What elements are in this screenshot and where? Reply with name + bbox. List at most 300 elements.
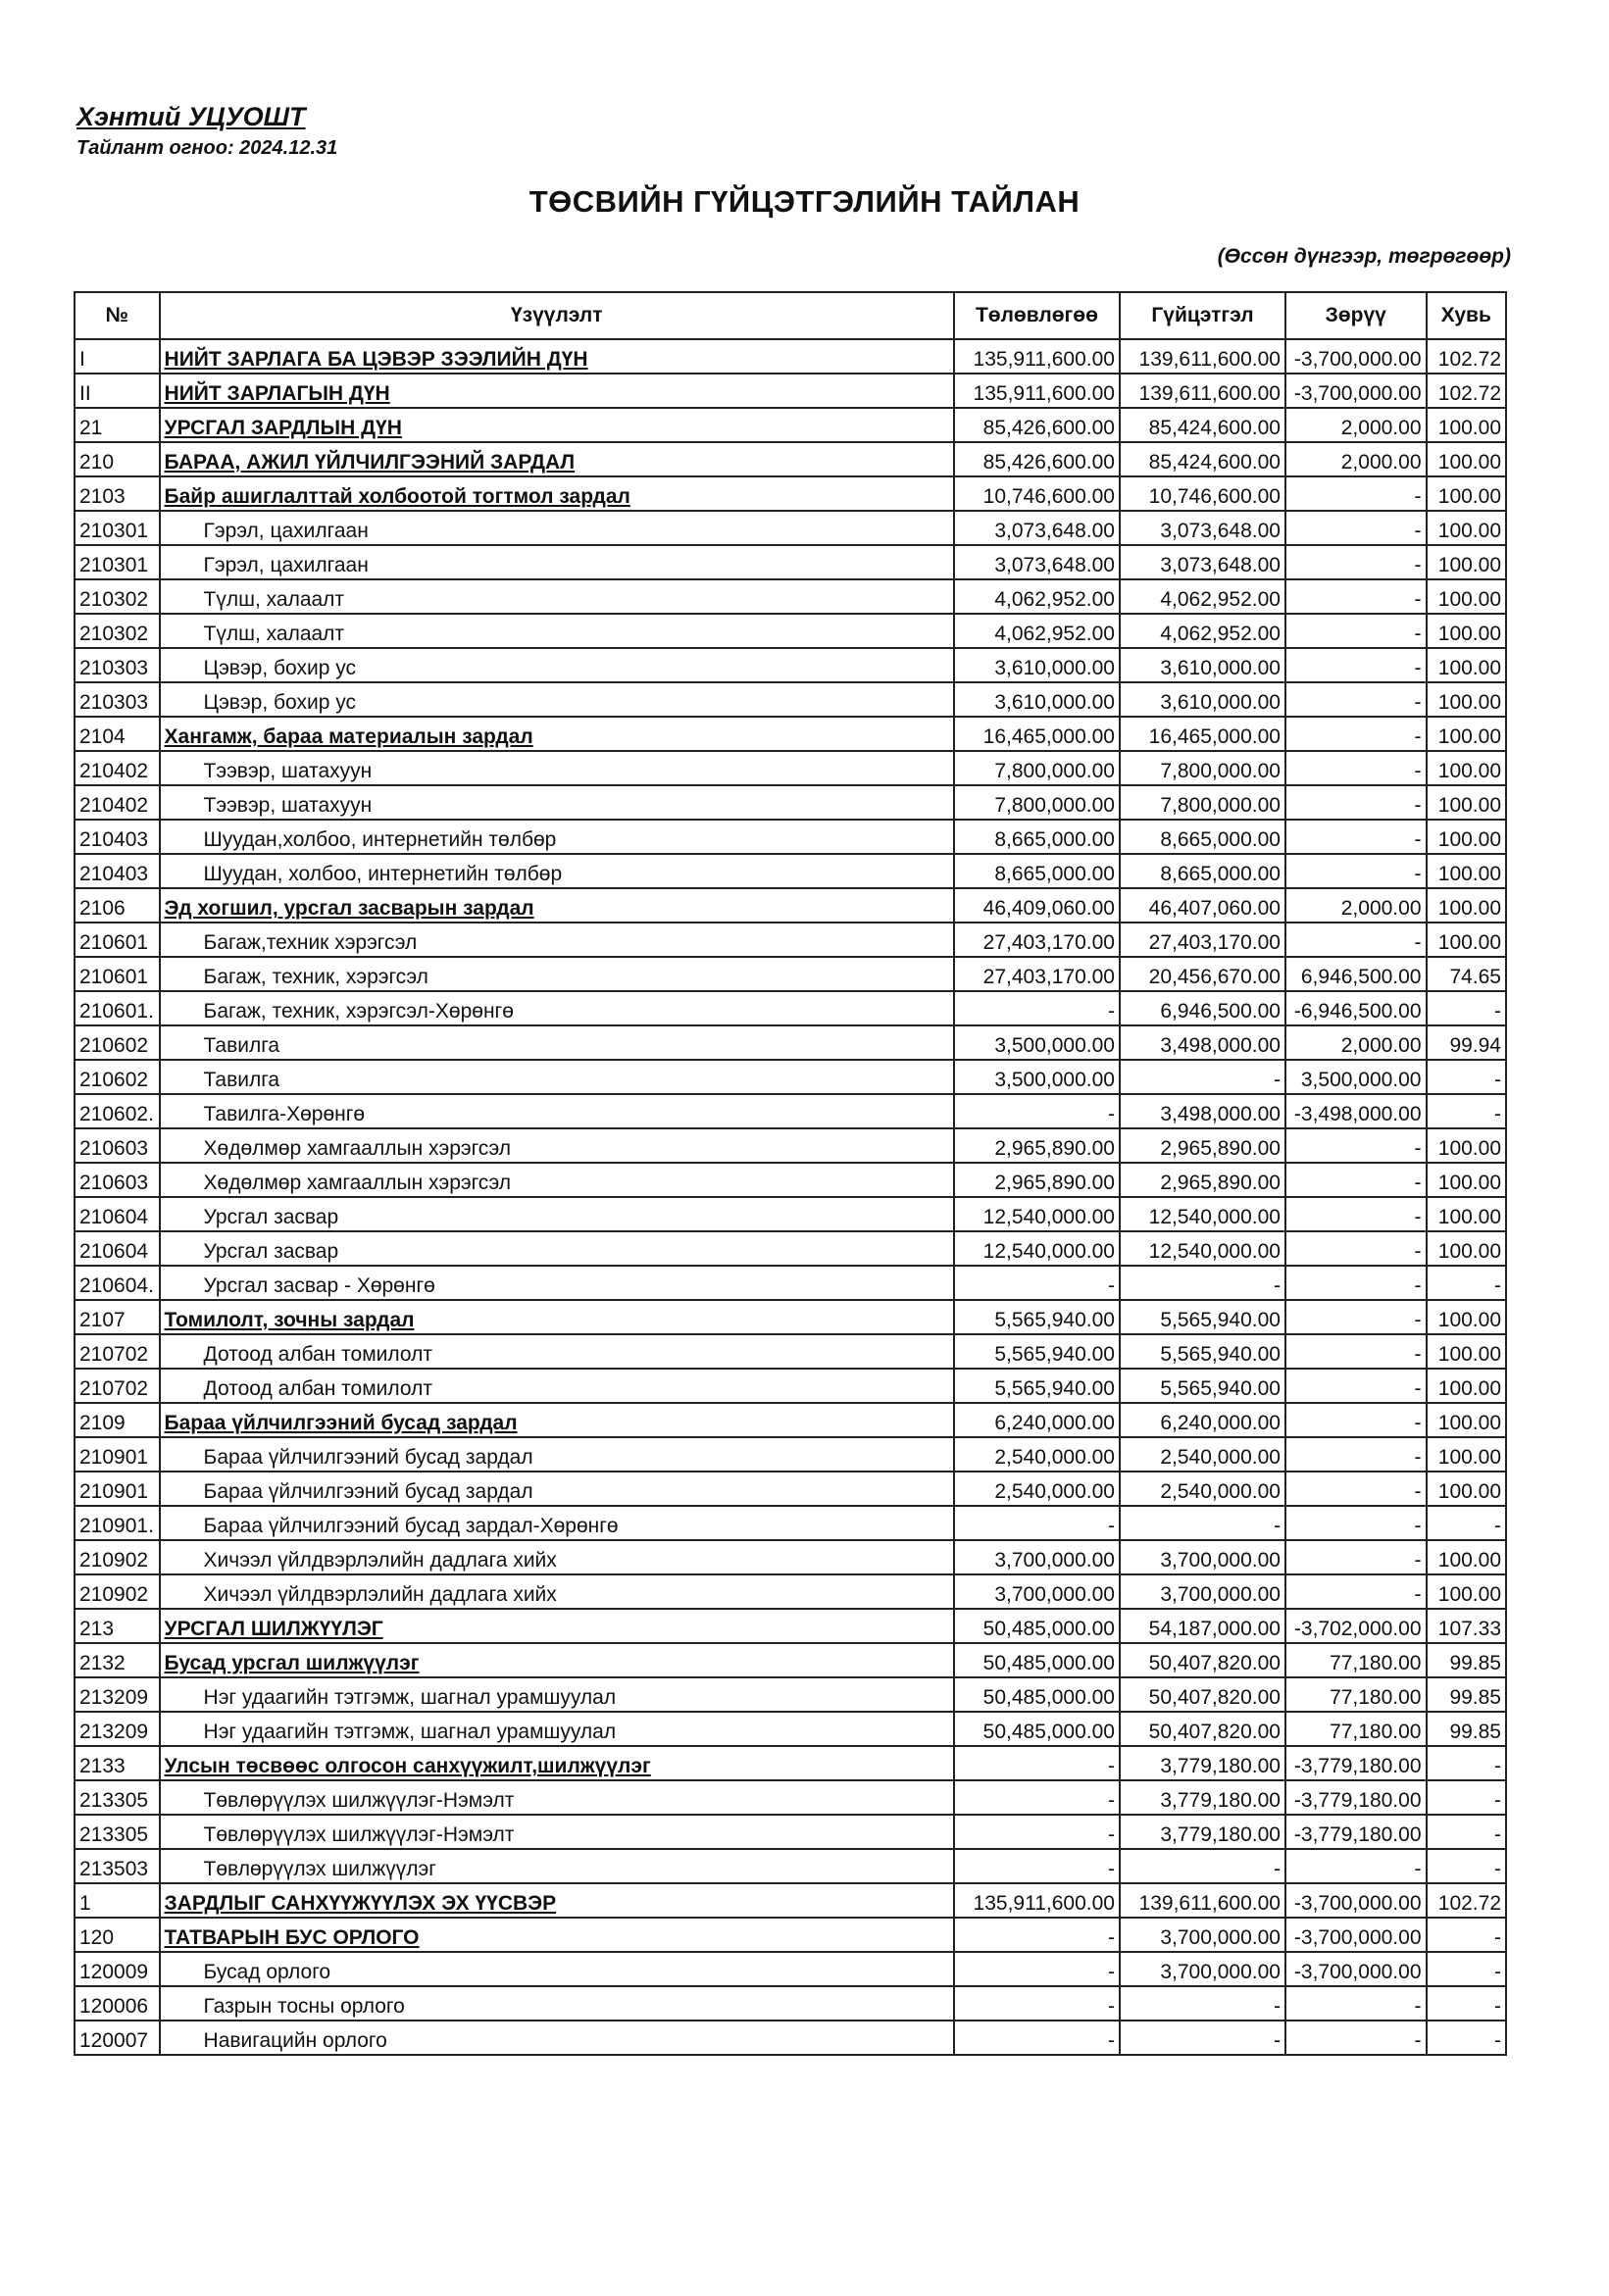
row-code: 213503 xyxy=(75,1849,160,1883)
row-execution: 4,062,952.00 xyxy=(1120,579,1285,614)
row-percent: - xyxy=(1427,1746,1507,1780)
row-plan: - xyxy=(954,2021,1120,2055)
row-code: 213305 xyxy=(75,1780,160,1815)
row-code: 210 xyxy=(75,442,160,476)
row-difference: - xyxy=(1285,511,1427,545)
row-percent: 100.00 xyxy=(1427,751,1507,785)
row-difference: 2,000.00 xyxy=(1285,1025,1427,1060)
row-difference: -3,498,000.00 xyxy=(1285,1094,1427,1128)
row-percent: 99.85 xyxy=(1427,1712,1507,1746)
table-row xyxy=(75,1060,1506,1094)
row-difference: -3,700,000.00 xyxy=(1285,1918,1427,1952)
row-difference: -6,946,500.00 xyxy=(1285,991,1427,1025)
row-code: 2107 xyxy=(75,1300,160,1334)
table-row xyxy=(75,1128,1506,1163)
row-difference: - xyxy=(1285,923,1427,957)
row-execution: 3,610,000.00 xyxy=(1120,648,1285,682)
row-percent: 100.00 xyxy=(1427,1334,1507,1369)
row-execution: 5,565,940.00 xyxy=(1120,1369,1285,1403)
table-row xyxy=(75,1746,1506,1780)
row-name: Хөдөлмөр хамгааллын хэрэгсэл xyxy=(160,1128,954,1163)
row-plan: 3,700,000.00 xyxy=(954,1574,1120,1609)
row-name: Тээвэр, шатахуун xyxy=(160,785,954,820)
row-name: Бусад орлого xyxy=(160,1952,954,1986)
row-name: Улсын төсвөөс олгосон санхүүжилт,шилжүүлэг xyxy=(160,1746,954,1780)
row-code: 210702 xyxy=(75,1334,160,1369)
row-plan: 50,485,000.00 xyxy=(954,1609,1120,1643)
organization-name: Хэнтий УЦУОШТ xyxy=(76,102,306,131)
row-difference: -3,779,180.00 xyxy=(1285,1815,1427,1849)
row-name: Бусад урсгал шилжүүлэг xyxy=(160,1643,954,1677)
row-name: Газрын тосны орлого xyxy=(160,1986,954,2021)
row-percent: 100.00 xyxy=(1427,1231,1507,1266)
budget-table xyxy=(74,291,1507,2056)
row-difference: - xyxy=(1285,614,1427,648)
row-percent: 107.33 xyxy=(1427,1609,1507,1643)
table-row xyxy=(75,888,1506,923)
row-name: Төвлөрүүлэх шилжүүлэг xyxy=(160,1849,954,1883)
row-difference: -3,700,000.00 xyxy=(1285,1952,1427,1986)
row-code: 210403 xyxy=(75,820,160,854)
row-name: Багаж, техник, хэрэгсэл xyxy=(160,957,954,991)
row-code: 210602. xyxy=(75,1094,160,1128)
row-plan: 8,665,000.00 xyxy=(954,854,1120,888)
row-difference: - xyxy=(1285,1163,1427,1197)
table-row xyxy=(75,1369,1506,1403)
row-code: 210402 xyxy=(75,751,160,785)
row-execution: 5,565,940.00 xyxy=(1120,1334,1285,1369)
row-execution: 7,800,000.00 xyxy=(1120,785,1285,820)
row-plan: 2,965,890.00 xyxy=(954,1163,1120,1197)
row-execution: 2,540,000.00 xyxy=(1120,1472,1285,1506)
row-name: Тавилга xyxy=(160,1025,954,1060)
row-execution: - xyxy=(1120,1060,1285,1094)
row-percent: 100.00 xyxy=(1427,1197,1507,1231)
row-percent: - xyxy=(1427,1094,1507,1128)
row-plan: 16,465,000.00 xyxy=(954,717,1120,751)
table-row xyxy=(75,820,1506,854)
row-difference: -3,779,180.00 xyxy=(1285,1746,1427,1780)
report-date: Тайлант огноо: 2024.12.31 xyxy=(76,137,338,159)
row-percent: 100.00 xyxy=(1427,1163,1507,1197)
table-row xyxy=(75,1334,1506,1369)
row-percent: 100.00 xyxy=(1427,923,1507,957)
row-difference: - xyxy=(1285,751,1427,785)
row-percent: - xyxy=(1427,2021,1507,2055)
table-row xyxy=(75,545,1506,579)
row-name: Нэг удаагийн тэтгэмж, шагнал урамшуулал xyxy=(160,1677,954,1712)
row-plan: 5,565,940.00 xyxy=(954,1300,1120,1334)
row-percent: 100.00 xyxy=(1427,682,1507,717)
table-row xyxy=(75,1986,1506,2021)
row-plan: 135,911,600.00 xyxy=(954,1883,1120,1918)
row-code: 2106 xyxy=(75,888,160,923)
table-row xyxy=(75,1472,1506,1506)
row-percent: - xyxy=(1427,1815,1507,1849)
row-name: Бараа үйлчилгээний бусад зардал xyxy=(160,1472,954,1506)
table-row xyxy=(75,957,1506,991)
row-name: Бараа үйлчилгээний бусад зардал xyxy=(160,1403,954,1437)
row-plan: 3,500,000.00 xyxy=(954,1060,1120,1094)
row-percent: - xyxy=(1427,1918,1507,1952)
row-code: 2132 xyxy=(75,1643,160,1677)
row-plan: 50,485,000.00 xyxy=(954,1677,1120,1712)
row-percent: 100.00 xyxy=(1427,1540,1507,1574)
row-execution: 139,611,600.00 xyxy=(1120,374,1285,408)
row-difference: - xyxy=(1285,785,1427,820)
row-difference: - xyxy=(1285,1266,1427,1300)
row-execution: 2,540,000.00 xyxy=(1120,1437,1285,1472)
row-plan: - xyxy=(954,1986,1120,2021)
row-code: 210303 xyxy=(75,682,160,717)
row-code: 210603 xyxy=(75,1128,160,1163)
row-code: 210601 xyxy=(75,923,160,957)
row-percent: - xyxy=(1427,991,1507,1025)
row-code: 210302 xyxy=(75,614,160,648)
row-execution: 20,456,670.00 xyxy=(1120,957,1285,991)
row-percent: 100.00 xyxy=(1427,854,1507,888)
table-row xyxy=(75,923,1506,957)
row-name: НИЙТ ЗАРЛАГЫН ДҮН xyxy=(160,374,954,408)
row-percent: 100.00 xyxy=(1427,1300,1507,1334)
row-plan: 3,700,000.00 xyxy=(954,1540,1120,1574)
row-plan: - xyxy=(954,1952,1120,1986)
table-row xyxy=(75,1849,1506,1883)
row-code: 213209 xyxy=(75,1677,160,1712)
row-percent: 100.00 xyxy=(1427,785,1507,820)
table-row xyxy=(75,1952,1506,1986)
row-difference: - xyxy=(1285,1128,1427,1163)
row-difference: -3,702,000.00 xyxy=(1285,1609,1427,1643)
table-body xyxy=(75,339,1506,2055)
row-execution: 5,565,940.00 xyxy=(1120,1300,1285,1334)
row-plan: 46,409,060.00 xyxy=(954,888,1120,923)
row-plan: 3,073,648.00 xyxy=(954,511,1120,545)
table-row xyxy=(75,648,1506,682)
row-plan: - xyxy=(954,1815,1120,1849)
row-percent: - xyxy=(1427,1952,1507,1986)
table-row xyxy=(75,1712,1506,1746)
header-difference: Зөрүү xyxy=(1285,292,1427,339)
row-name: БАРАА, АЖИЛ ҮЙЛЧИЛГЭЭНИЙ ЗАРДАЛ xyxy=(160,442,954,476)
row-percent: 100.00 xyxy=(1427,614,1507,648)
table-row xyxy=(75,1403,1506,1437)
row-name: Дотоод албан томилолт xyxy=(160,1334,954,1369)
row-name: Төвлөрүүлэх шилжүүлэг-Нэмэлт xyxy=(160,1815,954,1849)
row-plan: - xyxy=(954,1094,1120,1128)
row-difference: - xyxy=(1285,1849,1427,1883)
row-difference: - xyxy=(1285,1472,1427,1506)
row-percent: 100.00 xyxy=(1427,1403,1507,1437)
row-percent: 100.00 xyxy=(1427,717,1507,751)
row-execution: 85,424,600.00 xyxy=(1120,442,1285,476)
row-execution: 4,062,952.00 xyxy=(1120,614,1285,648)
row-execution: - xyxy=(1120,1506,1285,1540)
row-code: 210602 xyxy=(75,1025,160,1060)
row-difference: - xyxy=(1285,579,1427,614)
row-plan: 27,403,170.00 xyxy=(954,923,1120,957)
row-percent: 100.00 xyxy=(1427,579,1507,614)
row-execution: 12,540,000.00 xyxy=(1120,1231,1285,1266)
row-difference: - xyxy=(1285,1231,1427,1266)
row-name: Түлш, халаалт xyxy=(160,579,954,614)
row-percent: - xyxy=(1427,1849,1507,1883)
row-name: Урсгал засвар xyxy=(160,1197,954,1231)
row-execution: 7,800,000.00 xyxy=(1120,751,1285,785)
row-name: НИЙТ ЗАРЛАГА БА ЦЭВЭР ЗЭЭЛИЙН ДҮН xyxy=(160,339,954,374)
row-percent: 100.00 xyxy=(1427,1472,1507,1506)
row-execution: 54,187,000.00 xyxy=(1120,1609,1285,1643)
row-plan: 50,485,000.00 xyxy=(954,1712,1120,1746)
row-plan: 12,540,000.00 xyxy=(954,1197,1120,1231)
header-percent: Хувь xyxy=(1427,292,1507,339)
row-difference: 2,000.00 xyxy=(1285,408,1427,442)
row-difference: 77,180.00 xyxy=(1285,1643,1427,1677)
row-difference: - xyxy=(1285,1574,1427,1609)
table-row xyxy=(75,579,1506,614)
row-difference: - xyxy=(1285,1540,1427,1574)
row-plan: 5,565,940.00 xyxy=(954,1334,1120,1369)
row-percent: 100.00 xyxy=(1427,476,1507,511)
row-plan: 2,540,000.00 xyxy=(954,1437,1120,1472)
row-name: Хангамж, бараа материалын зардал xyxy=(160,717,954,751)
row-percent: 102.72 xyxy=(1427,1883,1507,1918)
row-plan: - xyxy=(954,1918,1120,1952)
table-row xyxy=(75,682,1506,717)
row-plan: 2,965,890.00 xyxy=(954,1128,1120,1163)
header-execution: Гүйцэтгэл xyxy=(1120,292,1285,339)
row-execution: 50,407,820.00 xyxy=(1120,1677,1285,1712)
row-plan: 3,610,000.00 xyxy=(954,648,1120,682)
row-percent: 100.00 xyxy=(1427,408,1507,442)
table-row xyxy=(75,1437,1506,1472)
row-difference: -3,700,000.00 xyxy=(1285,374,1427,408)
row-plan: - xyxy=(954,1849,1120,1883)
table-row xyxy=(75,1780,1506,1815)
header-plan: Төлөвлөгөө xyxy=(954,292,1120,339)
row-plan: 4,062,952.00 xyxy=(954,579,1120,614)
table-row xyxy=(75,1540,1506,1574)
row-difference: - xyxy=(1285,1506,1427,1540)
row-difference: 6,946,500.00 xyxy=(1285,957,1427,991)
row-execution: - xyxy=(1120,2021,1285,2055)
row-code: 210301 xyxy=(75,545,160,579)
row-name: Хичээл үйлдвэрлэлийн дадлага хийх xyxy=(160,1574,954,1609)
row-percent: 100.00 xyxy=(1427,511,1507,545)
row-execution: 3,700,000.00 xyxy=(1120,1952,1285,1986)
row-name: Цэвэр, бохир ус xyxy=(160,648,954,682)
table-row xyxy=(75,1163,1506,1197)
report-title: ТӨСВИЙН ГҮЙЦЭТГЭЛИЙН ТАЙЛАН xyxy=(528,184,1081,219)
row-code: 210602 xyxy=(75,1060,160,1094)
row-execution: 27,403,170.00 xyxy=(1120,923,1285,957)
row-execution: 3,073,648.00 xyxy=(1120,545,1285,579)
row-execution: - xyxy=(1120,1986,1285,2021)
row-percent: - xyxy=(1427,1986,1507,2021)
row-plan: 8,665,000.00 xyxy=(954,820,1120,854)
table-row xyxy=(75,1094,1506,1128)
table-row xyxy=(75,614,1506,648)
row-code: 213209 xyxy=(75,1712,160,1746)
row-difference: -3,779,180.00 xyxy=(1285,1780,1427,1815)
row-code: 213305 xyxy=(75,1815,160,1849)
row-plan: - xyxy=(954,1746,1120,1780)
row-execution: 3,700,000.00 xyxy=(1120,1540,1285,1574)
row-difference: - xyxy=(1285,820,1427,854)
table-row xyxy=(75,1231,1506,1266)
table-row xyxy=(75,991,1506,1025)
row-difference: - xyxy=(1285,545,1427,579)
row-percent: - xyxy=(1427,1780,1507,1815)
row-percent: - xyxy=(1427,1060,1507,1094)
report-subtitle: (Өссөн дүнгээр, төгрөгөөр) xyxy=(1217,245,1511,268)
row-code: 210402 xyxy=(75,785,160,820)
table-row xyxy=(75,785,1506,820)
table-row xyxy=(75,1266,1506,1300)
row-name: Гэрэл, цахилгаан xyxy=(160,545,954,579)
row-execution: 8,665,000.00 xyxy=(1120,854,1285,888)
row-plan: 2,540,000.00 xyxy=(954,1472,1120,1506)
row-difference: - xyxy=(1285,1334,1427,1369)
row-name: Урсгал засвар - Хөрөнгө xyxy=(160,1266,954,1300)
table-row xyxy=(75,1643,1506,1677)
row-difference: 77,180.00 xyxy=(1285,1712,1427,1746)
row-execution: 2,965,890.00 xyxy=(1120,1128,1285,1163)
row-name: Цэвэр, бохир ус xyxy=(160,682,954,717)
row-execution: 46,407,060.00 xyxy=(1120,888,1285,923)
row-execution: 10,746,600.00 xyxy=(1120,476,1285,511)
table-row xyxy=(75,1025,1506,1060)
row-difference: 2,000.00 xyxy=(1285,442,1427,476)
row-difference: - xyxy=(1285,2021,1427,2055)
row-code: 213 xyxy=(75,1609,160,1643)
row-name: Хичээл үйлдвэрлэлийн дадлага хийх xyxy=(160,1540,954,1574)
row-execution: 50,407,820.00 xyxy=(1120,1643,1285,1677)
row-code: 210601. xyxy=(75,991,160,1025)
row-code: 210702 xyxy=(75,1369,160,1403)
row-percent: - xyxy=(1427,1266,1507,1300)
row-percent: 100.00 xyxy=(1427,648,1507,682)
row-code: II xyxy=(75,374,160,408)
row-name: ЗАРДЛЫГ САНХҮҮЖҮҮЛЭХ ЭХ ҮҮСВЭР xyxy=(160,1883,954,1918)
row-execution: - xyxy=(1120,1266,1285,1300)
row-difference: - xyxy=(1285,717,1427,751)
row-percent: 100.00 xyxy=(1427,1128,1507,1163)
row-code: I xyxy=(75,339,160,374)
row-percent: 99.85 xyxy=(1427,1643,1507,1677)
row-name: УРСГАЛ ШИЛЖҮҮЛЭГ xyxy=(160,1609,954,1643)
row-execution: 139,611,600.00 xyxy=(1120,339,1285,374)
row-execution: 50,407,820.00 xyxy=(1120,1712,1285,1746)
row-difference: -3,700,000.00 xyxy=(1285,1883,1427,1918)
row-execution: 2,965,890.00 xyxy=(1120,1163,1285,1197)
row-plan: 27,403,170.00 xyxy=(954,957,1120,991)
row-name: Гэрэл, цахилгаан xyxy=(160,511,954,545)
row-percent: - xyxy=(1427,1506,1507,1540)
table-row xyxy=(75,854,1506,888)
row-code: 210901. xyxy=(75,1506,160,1540)
table-row xyxy=(75,1300,1506,1334)
row-code: 210604 xyxy=(75,1197,160,1231)
row-execution: 139,611,600.00 xyxy=(1120,1883,1285,1918)
table-row xyxy=(75,1677,1506,1712)
row-plan: 7,800,000.00 xyxy=(954,785,1120,820)
row-code: 210601 xyxy=(75,957,160,991)
row-execution: 3,779,180.00 xyxy=(1120,1780,1285,1815)
row-code: 2133 xyxy=(75,1746,160,1780)
table-row xyxy=(75,374,1506,408)
row-name: Урсгал засвар xyxy=(160,1231,954,1266)
row-code: 210902 xyxy=(75,1574,160,1609)
row-execution: 6,240,000.00 xyxy=(1120,1403,1285,1437)
row-plan: 6,240,000.00 xyxy=(954,1403,1120,1437)
row-percent: 99.94 xyxy=(1427,1025,1507,1060)
row-name: Эд хогшил, урсгал засварын зардал xyxy=(160,888,954,923)
header-no: № xyxy=(75,292,160,339)
row-percent: 100.00 xyxy=(1427,1369,1507,1403)
table-row xyxy=(75,476,1506,511)
header-indicator: Үзүүлэлт xyxy=(160,292,954,339)
row-execution: 3,498,000.00 xyxy=(1120,1094,1285,1128)
row-code: 210603 xyxy=(75,1163,160,1197)
row-percent: 100.00 xyxy=(1427,1574,1507,1609)
table-header-row xyxy=(75,292,1506,339)
row-name: Томилолт, зочны зардал xyxy=(160,1300,954,1334)
row-code: 1 xyxy=(75,1883,160,1918)
row-code: 120 xyxy=(75,1918,160,1952)
row-name: Төвлөрүүлэх шилжүүлэг-Нэмэлт xyxy=(160,1780,954,1815)
row-execution: 3,779,180.00 xyxy=(1120,1746,1285,1780)
row-code: 120006 xyxy=(75,1986,160,2021)
row-name: Бараа үйлчилгээний бусад зардал xyxy=(160,1437,954,1472)
row-plan: - xyxy=(954,1266,1120,1300)
row-execution: 8,665,000.00 xyxy=(1120,820,1285,854)
row-name: Түлш, халаалт xyxy=(160,614,954,648)
row-execution: 3,700,000.00 xyxy=(1120,1918,1285,1952)
row-plan: 85,426,600.00 xyxy=(954,408,1120,442)
row-name: Навигацийн орлого xyxy=(160,2021,954,2055)
row-name: Шуудан,холбоо, интернетийн төлбөр xyxy=(160,820,954,854)
row-code: 210301 xyxy=(75,511,160,545)
row-code: 2103 xyxy=(75,476,160,511)
table-row xyxy=(75,1609,1506,1643)
row-difference: - xyxy=(1285,648,1427,682)
row-plan: 3,610,000.00 xyxy=(954,682,1120,717)
row-plan: 4,062,952.00 xyxy=(954,614,1120,648)
row-execution: 3,610,000.00 xyxy=(1120,682,1285,717)
row-difference: - xyxy=(1285,1986,1427,2021)
row-code: 21 xyxy=(75,408,160,442)
table-row xyxy=(75,339,1506,374)
row-percent: 100.00 xyxy=(1427,1437,1507,1472)
row-code: 210901 xyxy=(75,1437,160,1472)
row-code: 210303 xyxy=(75,648,160,682)
row-execution: 12,540,000.00 xyxy=(1120,1197,1285,1231)
row-difference: - xyxy=(1285,1369,1427,1403)
row-code: 210302 xyxy=(75,579,160,614)
row-percent: 74.65 xyxy=(1427,957,1507,991)
row-percent: 100.00 xyxy=(1427,545,1507,579)
row-plan: 85,426,600.00 xyxy=(954,442,1120,476)
table-row xyxy=(75,511,1506,545)
row-difference: - xyxy=(1285,1403,1427,1437)
row-name: Хөдөлмөр хамгааллын хэрэгсэл xyxy=(160,1163,954,1197)
row-difference: - xyxy=(1285,682,1427,717)
row-code: 2109 xyxy=(75,1403,160,1437)
row-name: Байр ашиглалттай холбоотой тогтмол зардал xyxy=(160,476,954,511)
row-name: Тавилга xyxy=(160,1060,954,1094)
row-difference: - xyxy=(1285,476,1427,511)
